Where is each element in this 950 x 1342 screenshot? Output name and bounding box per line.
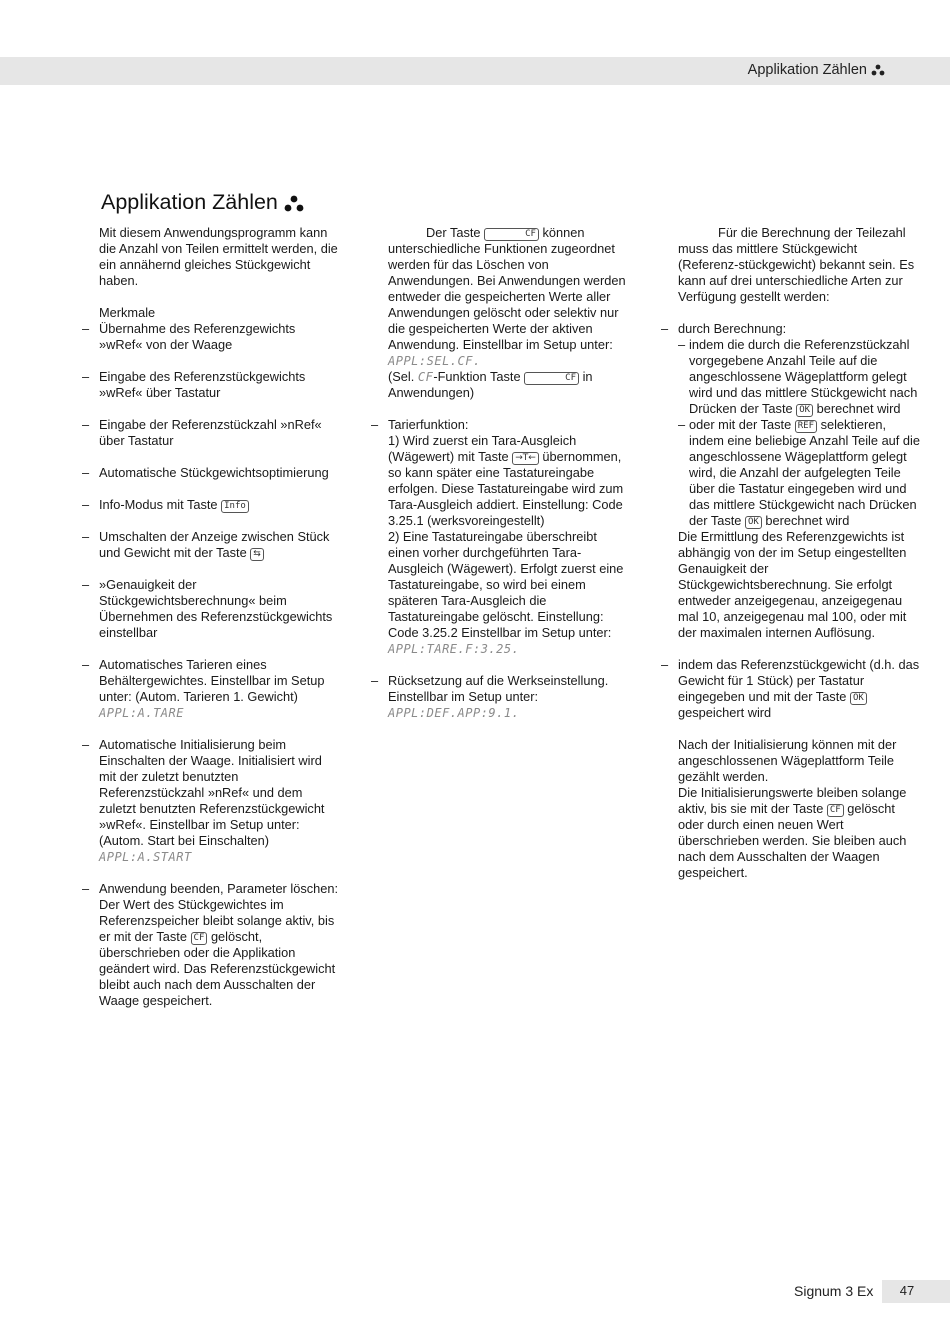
cf-key-icon: CF (484, 228, 539, 241)
ref-key-icon: REF (795, 420, 817, 433)
setup-code: CF (417, 370, 434, 384)
reference-paragraph: Für die Berechnung der Teilezahl muss das mittlere Stückgewicht (Referenz-stückgewicht) bekannt sein. Es kann auf drei unterschiedliche Arten zur Verfügung gestellt werden: (678, 225, 915, 304)
list-item: – Rücksetzung auf die Werkseinstellung. Einstellbar im Setup unter: APPL:DEF.APP:9.1. (371, 673, 609, 720)
list-item: – Eingabe des Referenzstückgewichts »wRef« über Tastatur (82, 369, 306, 400)
column-middle (371, 225, 631, 721)
column-right (661, 225, 921, 881)
cf-key-icon: CF (827, 804, 844, 817)
info-key-icon: Info (221, 500, 249, 513)
cf-key-icon: CF (524, 372, 579, 385)
init-paragraph: Nach der Initialisierung können mit der angeschlossenen Wägeplattform Teile gezählt werden. (678, 737, 897, 784)
setup-code: APPL:DEF.APP:9.1. (388, 706, 520, 720)
setup-code: APPL:SEL.CF. (388, 354, 481, 368)
setup-code: APPL:A.TARE (99, 706, 184, 720)
list-item: – Übernahme des Referenzgewichts »wRef« von der Waage (82, 321, 296, 352)
footer-model: Signum 3 Ex (794, 1283, 874, 1299)
toggle-key-icon: ⇆ (250, 548, 264, 561)
setup-code: APPL:A.START (99, 850, 192, 864)
header-title (748, 62, 885, 78)
list-item: – Automatische Initialisierung beim Einschalten der Waage. Initialisiert wird mit der zuletzt benutzten Referenzstückzahl »nRef« und dem zuletzt benutzten Referenzstückgewicht »wRef«. Einstellbar im Setup unter: (Autom. Start bei Einschalten) APPL:A.START (82, 737, 325, 864)
ok-key-icon: OK (796, 404, 813, 417)
list-item: – Anwendung beenden, Parameter löschen: Der Wert des Stückgewichtes im Referenzspeicher bleibt solange aktiv, bis er mit der Taste CF gelöscht, überschrieben oder die Applikation geändert wird. Das Referenzstückgewicht bleibt auch nach dem Ausschalten der Waage gespeichert. (82, 881, 339, 1008)
cf-paragraph: Der Taste CF können unterschiedliche Funktionen zugeordnet werden für das Löschen von Anwendungen. Bei Anwendungen werden entweder die gespeicherten Werte aller Anwendungen gelöscht oder selektiv nur die gespeicherten Werte der aktiven Anwendung. Einstellbar im Setup unter: APPL:SEL.CF. (Sel. CF-Funktion Taste CF in Anwendungen) (388, 225, 626, 400)
list-item: – durch Berechnung: (661, 321, 787, 336)
list-item: – indem das Referenzstückgewicht (d.h. das Gewicht für 1 Stück) per Tastatur eingegeben und mit der Taste OK gespeichert wird (661, 657, 920, 720)
page-number: 47 (899, 1283, 915, 1298)
header-title-text: Applikation Zählen (747, 62, 867, 78)
sub-list-item: – indem die durch die Referenzstückzahl vorgegebene Anzahl Teile auf die angeschlossene Wägeplattform gelegt wird und das mittlere Stückgewicht nach Drücken der Taste OK berechnet wird (678, 337, 918, 416)
list-item: – Tarierfunktion: 1) Wird zuerst ein Tara-Ausgleich (Wägewert) mit Taste →T← übernommen, so kann später eine Tastatureingabe erfolgen. Diese Tastatureingabe wird zum Tara-Ausgleich addiert. Einstellung: Code 3.25.1 (werksvoreingestellt) 2) Eine Tastatureingabe überschreibt einen vorher durchgeführten Tara-Ausgleich (Wägewert). Erfolgt zuerst eine Tastatureingabe, so wird bei einem späteren Tara-Ausgleich die Tastatureingabe gelöscht. Einstellung: Code 3.25.2 Einstellbar im Setup unter: APPL:TARE.F:3.25. (371, 417, 624, 656)
page-title (101, 190, 304, 215)
page-title-text: Applikation Zählen (101, 190, 278, 214)
intro-paragraph: Mit diesem Anwendungsprogramm kann die Anzahl von Teilen ermittelt werden, die ein annähernd gleiches Stückgewicht haben. (99, 225, 338, 288)
setup-code: APPL:TARE.F:3.25. (388, 642, 520, 656)
accuracy-paragraph: Die Ermittlung des Referenzgewichts ist abhängig von der im Setup eingestellten Genauigkeit der Stückgewichtsberechnung. Sie erfolgt entweder anzeigegenau, anzeigegenau mal 10, anzeigegenau mal 100, oder mit der maximalen internen Auflösung. (678, 529, 907, 640)
ok-key-icon: OK (850, 692, 867, 705)
list-item: – Info-Modus mit Taste Info (82, 497, 340, 513)
list-item: – »Genauigkeit der Stückgewichtsberechnung« beim Übernehmen des Referenzstückgewichts einstellbar (82, 577, 333, 640)
three-dots-triangle-icon (284, 195, 304, 212)
init-values-paragraph: Die Initialisierungswerte bleiben solange aktiv, bis sie mit der Taste CF gelöscht oder durch einen neuen Wert überschrieben werden. Sie bleiben auch nach dem Ausschalten der Waagen gespeichert. (678, 785, 907, 880)
cf-key-icon: CF (191, 932, 208, 945)
tare-key-icon: →T← (512, 452, 539, 465)
list-item: – Eingabe der Referenzstückzahl »nRef« über Tastatur (82, 417, 322, 448)
column-left (82, 225, 340, 1009)
list-item: – Automatisches Tarieren eines Behältergewichtes. Einstellbar im Setup unter: (Autom. Tarieren 1. Gewicht) APPL:A.TARE (82, 657, 325, 720)
sub-list-item: – oder mit der Taste REF selektieren, indem eine beliebige Anzahl Teile auf die angeschlossene Wägeplattform gelegt wird, die Anzahl der aufgelegten Teile über die Tastatur eingegeben wird und das mittlere Stückgewicht nach Drücken der Taste OK berechnet wird (678, 417, 920, 528)
features-heading: Merkmale (99, 305, 156, 320)
list-item: – Umschalten der Anzeige zwischen Stück und Gewicht mit der Taste ⇆ (82, 529, 330, 560)
list-item: – Automatische Stückgewichtsoptimierung (82, 465, 329, 480)
three-dots-triangle-icon (871, 64, 885, 76)
ok-key-icon: OK (745, 516, 762, 529)
